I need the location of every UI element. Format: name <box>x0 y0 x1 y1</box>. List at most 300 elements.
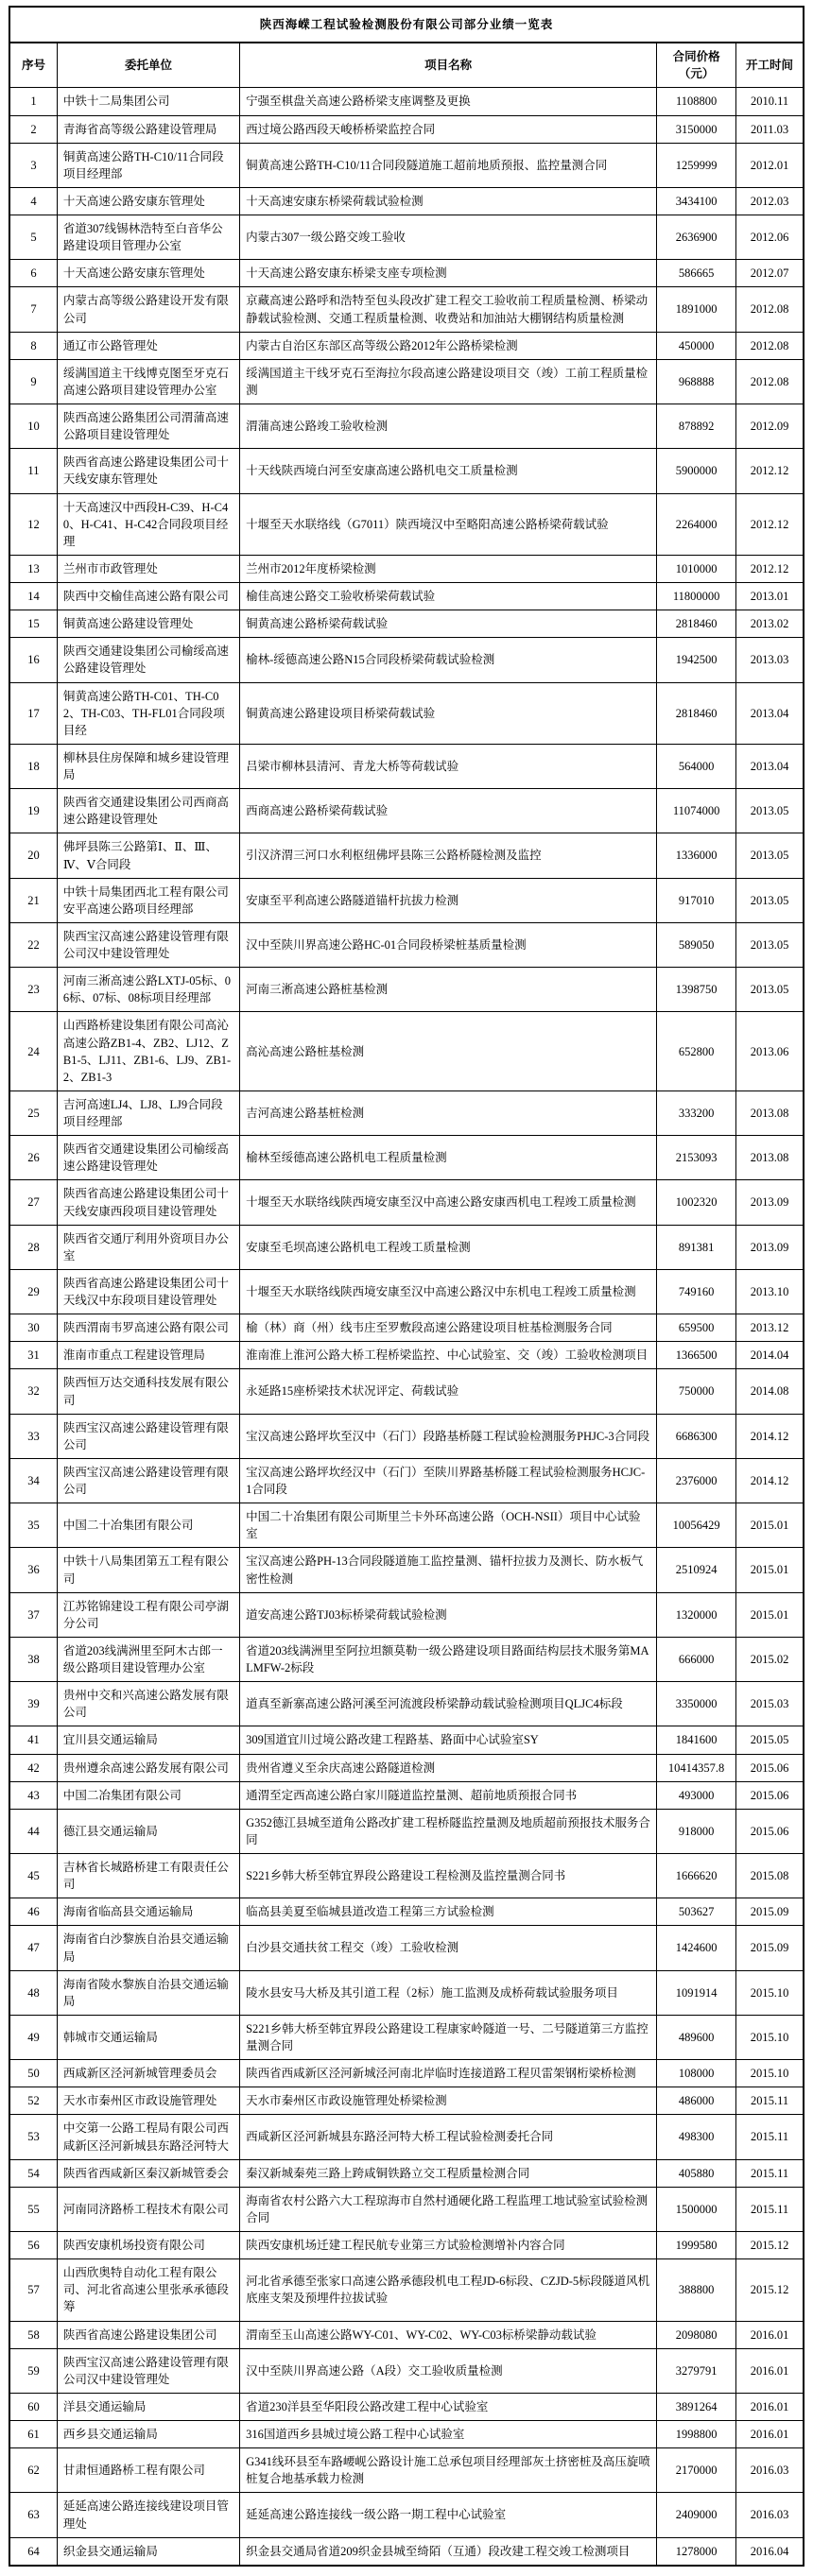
project-name-cell: 引汉济渭三河口水利枢纽佛坪县陈三公路桥隧检测及监控 <box>240 833 657 878</box>
row-number-cell: 45 <box>9 1854 57 1898</box>
client-cell: 织金县交通运输局 <box>57 2537 239 2566</box>
client-cell: 陕西交通建设集团公司榆绥高速公路建设管理处 <box>57 638 239 682</box>
start-date-cell: 2016.01 <box>736 2348 804 2393</box>
table-row <box>9 1926 804 1970</box>
table-row <box>9 638 804 682</box>
table-row <box>9 2159 804 2187</box>
client-cell: 陕西宝汉高速公路建设管理有限公司 <box>57 1414 239 1458</box>
start-date-cell: 2012.12 <box>736 449 804 493</box>
contract-price-cell: 503627 <box>657 1898 736 1926</box>
project-name-cell: 贵州省遵义至余庆高速公路隧道检测 <box>240 1754 657 1781</box>
table-row <box>9 287 804 332</box>
table-row <box>9 1180 804 1225</box>
table-row <box>9 1012 804 1091</box>
client-cell: 佛坪县陈三公路第Ⅰ、Ⅱ、Ⅲ、Ⅳ、Ⅴ合同段 <box>57 833 239 878</box>
column-header-project: 项目名称 <box>240 43 657 88</box>
project-name-cell: 高沁高速公路桩基检测 <box>240 1012 657 1091</box>
start-date-cell: 2015.08 <box>736 1854 804 1898</box>
client-cell: 贵州遵余高速公路发展有限公司 <box>57 1754 239 1781</box>
row-number-cell: 7 <box>9 287 57 332</box>
start-date-cell: 2015.06 <box>736 1809 804 1853</box>
row-number-cell: 57 <box>9 2259 57 2321</box>
title-row <box>9 7 804 43</box>
table-row <box>9 2232 804 2259</box>
client-cell: 吉河高速LJ4、LJ8、LJ9合同段项目经理部 <box>57 1091 239 1135</box>
start-date-cell: 2013.02 <box>736 610 804 638</box>
table-row <box>9 610 804 638</box>
contract-price-cell: 5900000 <box>657 449 736 493</box>
project-name-cell: 309国道宜川过境公路改建工程路基、路面中心试验室SY <box>240 1726 657 1754</box>
contract-price-cell: 1424600 <box>657 1926 736 1970</box>
start-date-cell: 2015.10 <box>736 1970 804 2015</box>
table-row <box>9 88 804 115</box>
contract-price-cell: 11074000 <box>657 789 736 833</box>
table-row <box>9 1898 804 1926</box>
table-row <box>9 493 804 555</box>
table-row <box>9 332 804 359</box>
contract-price-cell: 2409000 <box>657 2493 736 2537</box>
row-number-cell: 46 <box>9 1898 57 1926</box>
client-cell: 甘肃恒通路桥工程有限公司 <box>57 2448 239 2493</box>
start-date-cell: 2016.03 <box>736 2493 804 2537</box>
start-date-cell: 2014.08 <box>736 1369 804 1414</box>
client-cell: 吉林省长城路桥建工有限责任公司 <box>57 1854 239 1898</box>
start-date-cell: 2015.01 <box>736 1548 804 1592</box>
client-cell: 中铁十二局集团公司 <box>57 88 239 115</box>
start-date-cell: 2015.03 <box>736 1682 804 1726</box>
contract-price-cell: 486000 <box>657 2087 736 2115</box>
row-number-cell: 54 <box>9 2159 57 2187</box>
project-name-cell: 吉河高速公路基桩检测 <box>240 1091 657 1135</box>
client-cell: 陕西省高速公路建设集团公司十天线安康西段项目建设管理处 <box>57 1180 239 1225</box>
contract-price-cell: 589050 <box>657 922 736 967</box>
project-name-cell: 绥满国道主干线牙克石至海拉尔段高速公路建设项目交（竣）工前工程质量检测 <box>240 359 657 404</box>
table-row <box>9 1269 804 1314</box>
contract-price-cell: 388800 <box>657 2259 736 2321</box>
contract-price-cell: 1336000 <box>657 833 736 878</box>
project-name-cell: 道真至新寨高速公路河溪至河流渡段桥梁静动载试验检测项目QLJC4标段 <box>240 1682 657 1726</box>
project-name-cell: 安康至毛坝高速公路机电工程竣工质量检测 <box>240 1225 657 1269</box>
project-name-cell: 渭蒲高速公路竣工验收检测 <box>240 404 657 449</box>
start-date-cell: 2015.09 <box>736 1926 804 1970</box>
table-row <box>9 187 804 215</box>
contract-price-cell: 498300 <box>657 2115 736 2159</box>
contract-price-cell: 2376000 <box>657 1458 736 1503</box>
client-cell: 陕西省高速公路建设集团公司 <box>57 2321 239 2348</box>
client-cell: 韩城市交通运输局 <box>57 2015 239 2059</box>
client-cell: 省道203线满洲里至阿木古郎一级公路项目建设管理办公室 <box>57 1637 239 1681</box>
table-row <box>9 2493 804 2537</box>
client-cell: 中国二十冶集团有限公司 <box>57 1503 239 1548</box>
start-date-cell: 2014.04 <box>736 1342 804 1369</box>
client-cell: 淮南市重点工程建设管理局 <box>57 1342 239 1369</box>
contract-price-cell: 1108800 <box>657 88 736 115</box>
start-date-cell: 2011.03 <box>736 115 804 143</box>
start-date-cell: 2015.10 <box>736 2015 804 2059</box>
contract-price-cell: 405880 <box>657 2159 736 2187</box>
contract-price-cell: 3891264 <box>657 2393 736 2420</box>
start-date-cell: 2015.10 <box>736 2060 804 2087</box>
contract-price-cell: 749160 <box>657 1269 736 1314</box>
row-number-cell: 2 <box>9 115 57 143</box>
start-date-cell: 2013.12 <box>736 1314 804 1342</box>
project-name-cell: 河北省承德至张家口高速公路承德段机电工程JD-6标段、CZJD-5标段隧道风机底座支架及预埋件拉拔试验 <box>240 2259 657 2321</box>
contract-price-cell: 2818460 <box>657 610 736 638</box>
start-date-cell: 2013.04 <box>736 744 804 788</box>
project-name-cell: 316国道西乡县城过境公路工程中心试验室 <box>240 2421 657 2448</box>
contract-price-cell: 6686300 <box>657 1414 736 1458</box>
project-name-cell: 白沙县交通扶贫工程交（竣）工验收检测 <box>240 1926 657 1970</box>
client-cell: 中国二冶集团有限公司 <box>57 1781 239 1809</box>
table-body <box>9 88 804 2566</box>
contract-price-cell: 917010 <box>657 878 736 922</box>
project-name-cell: 天水市秦州区市政设施管理处桥梁检测 <box>240 2087 657 2115</box>
row-number-cell: 33 <box>9 1414 57 1458</box>
project-name-cell: 宁强至棋盘关高速公路桥梁支座调整及更换 <box>240 88 657 115</box>
start-date-cell: 2015.06 <box>736 1781 804 1809</box>
project-name-cell: 西过境公路西段天峻桥桥梁监控合同 <box>240 115 657 143</box>
column-header-no: 序号 <box>9 43 57 88</box>
table-row <box>9 1091 804 1135</box>
project-name-cell: 榆（林）商（州）线韦庄至罗敷段高速公路建设项目桩基检测服务合同 <box>240 1314 657 1342</box>
table-row <box>9 260 804 287</box>
table-row <box>9 833 804 878</box>
client-cell: 海南省白沙黎族自治县交通运输局 <box>57 1926 239 1970</box>
table-row <box>9 1225 804 1269</box>
table-row <box>9 2015 804 2059</box>
start-date-cell: 2013.08 <box>736 1136 804 1180</box>
start-date-cell: 2012.08 <box>736 332 804 359</box>
start-date-cell: 2013.04 <box>736 682 804 744</box>
project-name-cell: 中国二十冶集团有限公司斯里兰卡外环高速公路（OCH-NSII）项目中心试验室 <box>240 1503 657 1548</box>
start-date-cell: 2015.12 <box>736 2259 804 2321</box>
row-number-cell: 8 <box>9 332 57 359</box>
project-name-cell: 织金县交通局省道209织金县城至绮陌（互通）段改建工程交竣工检测项目 <box>240 2537 657 2566</box>
row-number-cell: 38 <box>9 1637 57 1681</box>
contract-price-cell: 11800000 <box>657 583 736 610</box>
table-row <box>9 1136 804 1180</box>
client-cell: 江苏铭锦建设工程有限公司亭湖分公司 <box>57 1592 239 1637</box>
header-row <box>9 43 804 88</box>
row-number-cell: 14 <box>9 583 57 610</box>
project-name-cell: 兰州市2012年度桥梁检测 <box>240 555 657 582</box>
project-name-cell: 通渭至定西高速公路白家川隧道监控量测、超前地质预报合同书 <box>240 1781 657 1809</box>
row-number-cell: 55 <box>9 2187 57 2231</box>
contract-price-cell: 968888 <box>657 359 736 404</box>
table-row <box>9 2115 804 2159</box>
project-name-cell: 榆佳高速公路交工验收桥梁荷载试验 <box>240 583 657 610</box>
row-number-cell: 17 <box>9 682 57 744</box>
contract-price-cell: 2818460 <box>657 682 736 744</box>
project-name-cell: 宝汉高速公路坪坎至汉中（石门）段路基桥隧工程试验检测服务PHJC-3合同段 <box>240 1414 657 1458</box>
project-name-cell: 十天线陕西境白河至安康高速公路机电交工质量检测 <box>240 449 657 493</box>
project-name-cell: 铜黄高速公路建设项目桥梁荷载试验 <box>240 682 657 744</box>
client-cell: 十天高速公路安康东管理处 <box>57 260 239 287</box>
start-date-cell: 2012.12 <box>736 555 804 582</box>
client-cell: 海南省临高县交通运输局 <box>57 1898 239 1926</box>
start-date-cell: 2015.02 <box>736 1637 804 1681</box>
client-cell: 铜黄高速公路TH-C10/11合同段项目经理部 <box>57 143 239 187</box>
row-number-cell: 60 <box>9 2393 57 2420</box>
row-number-cell: 19 <box>9 789 57 833</box>
project-name-cell: 十堰至天水联络线陕西境安康至汉中高速公路安康西机电工程竣工质量检测 <box>240 1180 657 1225</box>
row-number-cell: 48 <box>9 1970 57 2015</box>
project-name-cell: 河南三淅高速公路桩基检测 <box>240 968 657 1012</box>
project-name-cell: 内蒙古自治区东部区高等级公路2012年公路桥梁检测 <box>240 332 657 359</box>
row-number-cell: 31 <box>9 1342 57 1369</box>
project-name-cell: 淮南淮上淮河公路大桥工程桥梁监控、中心试验室、交（竣）工验收检测项目 <box>240 1342 657 1369</box>
table-row <box>9 878 804 922</box>
client-cell: 十天高速汉中西段H-C39、H-C40、H-C41、H-C42合同段项目经理 <box>57 493 239 555</box>
row-number-cell: 30 <box>9 1314 57 1342</box>
contract-price-cell: 2170000 <box>657 2448 736 2493</box>
table-row <box>9 2448 804 2493</box>
contract-price-cell: 1002320 <box>657 1180 736 1225</box>
row-number-cell: 6 <box>9 260 57 287</box>
contract-price-cell: 1891000 <box>657 287 736 332</box>
column-header-price <box>657 43 736 88</box>
start-date-cell: 2016.01 <box>736 2393 804 2420</box>
contract-price-cell: 3279791 <box>657 2348 736 2393</box>
project-name-cell: S221乡韩大桥至韩宜界段公路建设工程检测及监控量测合同书 <box>240 1854 657 1898</box>
client-cell: 陕西省交通建设集团公司榆绥高速公路建设管理处 <box>57 1136 239 1180</box>
table-row <box>9 1754 804 1781</box>
client-cell: 陕西安康机场投资有限公司 <box>57 2232 239 2259</box>
row-number-cell: 42 <box>9 1754 57 1781</box>
project-name-cell: 十堰至天水联络线陕西境安康至汉中高速公路汉中东机电工程竣工质量检测 <box>240 1269 657 1314</box>
table-row <box>9 1726 804 1754</box>
table-row <box>9 2259 804 2321</box>
table-row <box>9 215 804 260</box>
client-cell: 铜黄高速公路建设管理处 <box>57 610 239 638</box>
table-row <box>9 359 804 404</box>
row-number-cell: 21 <box>9 878 57 922</box>
start-date-cell: 2015.05 <box>736 1726 804 1754</box>
contract-price-cell: 1010000 <box>657 555 736 582</box>
client-cell: 陕西省交通厅利用外资项目办公室 <box>57 1225 239 1269</box>
project-name-cell: 宝汉高速公路PH-13合同段隧道施工监控量测、锚杆拉拔力及测长、防水板气密性检测 <box>240 1548 657 1592</box>
client-cell: 河南三淅高速公路LXTJ-05标、06标、07标、08标项目经理部 <box>57 968 239 1012</box>
project-name-cell: 西商高速公路桥梁荷载试验 <box>240 789 657 833</box>
project-name-cell: 铜黄高速公路桥梁荷载试验 <box>240 610 657 638</box>
project-name-cell: 十天高速公路安康东桥梁支座专项检测 <box>240 260 657 287</box>
client-cell: 陕西省西咸新区秦汉新城管委会 <box>57 2159 239 2187</box>
row-number-cell: 26 <box>9 1136 57 1180</box>
start-date-cell: 2010.11 <box>736 88 804 115</box>
client-cell: 西乡县交通运输局 <box>57 2421 239 2448</box>
client-cell: 陕西宝汉高速公路建设管理有限公司汉中建设管理处 <box>57 922 239 967</box>
client-cell: 西咸新区泾河新城管理委员会 <box>57 2060 239 2087</box>
row-number-cell: 23 <box>9 968 57 1012</box>
table-row <box>9 2187 804 2231</box>
project-name-cell: 京藏高速公路呼和浩特至包头段改扩建工程交工验收前工程质量检测、桥梁动静载试验检测、交通工程质量检测、收费站和加油站大棚钢结构质量检测 <box>240 287 657 332</box>
project-name-cell: 安康至平利高速公路隧道锚杆抗拔力检测 <box>240 878 657 922</box>
start-date-cell: 2015.11 <box>736 2187 804 2231</box>
client-cell: 省道307线锡林浩特至白音华公路建设项目管理办公室 <box>57 215 239 260</box>
row-number-cell: 53 <box>9 2115 57 2159</box>
table-row <box>9 922 804 967</box>
project-name-cell: 铜黄高速公路TH-C10/11合同段隧道施工超前地质预报、监控量测合同 <box>240 143 657 187</box>
project-name-cell: 陵水县安马大桥及其引道工程（2标）施工监测及成桥荷载试验服务项目 <box>240 1970 657 2015</box>
client-cell: 中铁十局集团西北工程有限公司安平高速公路项目经理部 <box>57 878 239 922</box>
table-row <box>9 789 804 833</box>
start-date-cell: 2014.12 <box>736 1414 804 1458</box>
client-cell: 绥满国道主干线博克图至牙克石高速公路项目建设管理办公室 <box>57 359 239 404</box>
start-date-cell: 2013.01 <box>736 583 804 610</box>
row-number-cell: 43 <box>9 1781 57 1809</box>
start-date-cell: 2012.01 <box>736 143 804 187</box>
row-number-cell: 15 <box>9 610 57 638</box>
project-name-cell: 十天高速安康东桥梁荷载试验检测 <box>240 187 657 215</box>
client-cell: 宜川县交通运输局 <box>57 1726 239 1754</box>
column-header-price-line2: （元） <box>678 67 715 81</box>
client-cell: 青海省高等级公路建设管理局 <box>57 115 239 143</box>
start-date-cell: 2013.09 <box>736 1225 804 1269</box>
row-number-cell: 39 <box>9 1682 57 1726</box>
client-cell: 海南省陵水黎族自治县交通运输局 <box>57 1970 239 2015</box>
start-date-cell: 2015.11 <box>736 2087 804 2115</box>
row-number-cell: 35 <box>9 1503 57 1548</box>
table-row <box>9 2087 804 2115</box>
project-name-cell: 宝汉高速公路坪坎经汉中（石门）至陕川界路基桥隧工程试验检测服务HCJC-1合同段 <box>240 1458 657 1503</box>
project-name-cell: 海南省农村公路六大工程琼海市自然村通硬化路工程监理工地试验室试验检测合同 <box>240 2187 657 2231</box>
table-row <box>9 1854 804 1898</box>
start-date-cell: 2013.05 <box>736 968 804 1012</box>
row-number-cell: 11 <box>9 449 57 493</box>
project-name-cell: 省道230洋县至华阳段公路改建工程中心试验室 <box>240 2393 657 2420</box>
project-name-cell: 延延高速公路连接线一级公路一期工程中心试验室 <box>240 2493 657 2537</box>
contract-price-cell: 750000 <box>657 1369 736 1414</box>
column-header-client: 委托单位 <box>57 43 239 88</box>
row-number-cell: 37 <box>9 1592 57 1637</box>
start-date-cell: 2013.09 <box>736 1180 804 1225</box>
contract-price-cell: 1998800 <box>657 2421 736 2448</box>
page-title: 陕西海嵘工程试验检测股份有限公司部分业绩一览表 <box>9 7 804 43</box>
contract-price-cell: 2636900 <box>657 215 736 260</box>
client-cell: 天水市秦州区市政设施管理处 <box>57 2087 239 2115</box>
contract-price-cell: 450000 <box>657 332 736 359</box>
row-number-cell: 27 <box>9 1180 57 1225</box>
table-row <box>9 2321 804 2348</box>
row-number-cell: 58 <box>9 2321 57 2348</box>
contract-price-cell: 1366500 <box>657 1342 736 1369</box>
start-date-cell: 2014.12 <box>736 1458 804 1503</box>
start-date-cell: 2016.03 <box>736 2448 804 2493</box>
project-name-cell: 内蒙古307一级公路交竣工验收 <box>240 215 657 260</box>
client-cell: 延延高速公路连接线建设项目管理处 <box>57 2493 239 2537</box>
row-number-cell: 25 <box>9 1091 57 1135</box>
table-row <box>9 1592 804 1637</box>
start-date-cell: 2013.10 <box>736 1269 804 1314</box>
row-number-cell: 24 <box>9 1012 57 1091</box>
project-name-cell: 陕西安康机场迁建工程民航专业第三方试验检测增补内容合同 <box>240 2232 657 2259</box>
contract-price-cell: 10414357.8 <box>657 1754 736 1781</box>
start-date-cell: 2016.01 <box>736 2321 804 2348</box>
row-number-cell: 18 <box>9 744 57 788</box>
contract-price-cell: 666000 <box>657 1637 736 1681</box>
start-date-cell: 2012.08 <box>736 359 804 404</box>
contract-price-cell: 878892 <box>657 404 736 449</box>
contract-price-cell: 1666620 <box>657 1854 736 1898</box>
contract-price-cell: 3434100 <box>657 187 736 215</box>
project-name-cell: 临高县美夏至临城县道改造工程第三方试验检测 <box>240 1898 657 1926</box>
table-row <box>9 1369 804 1414</box>
contract-price-cell: 3350000 <box>657 1682 736 1726</box>
row-number-cell: 22 <box>9 922 57 967</box>
table-row <box>9 1414 804 1458</box>
contract-price-cell: 10056429 <box>657 1503 736 1548</box>
start-date-cell: 2013.03 <box>736 638 804 682</box>
table-row <box>9 1682 804 1726</box>
start-date-cell: 2015.09 <box>736 1898 804 1926</box>
contract-price-cell: 108000 <box>657 2060 736 2087</box>
client-cell: 陕西省高速公路建设集团公司十天线安康东管理处 <box>57 449 239 493</box>
contract-price-cell: 1320000 <box>657 1592 736 1637</box>
table-row <box>9 115 804 143</box>
row-number-cell: 10 <box>9 404 57 449</box>
table-row <box>9 1458 804 1503</box>
row-number-cell: 41 <box>9 1726 57 1754</box>
row-number-cell: 44 <box>9 1809 57 1853</box>
start-date-cell: 2012.12 <box>736 493 804 555</box>
row-number-cell: 61 <box>9 2421 57 2448</box>
row-number-cell: 63 <box>9 2493 57 2537</box>
contract-price-cell: 1259999 <box>657 143 736 187</box>
client-cell: 陕西渭南韦罗高速公路有限公司 <box>57 1314 239 1342</box>
row-number-cell: 52 <box>9 2087 57 2115</box>
project-name-cell: G352德江县城至道角公路改扩建工程桥隧监控量测及地质超前预报技术服务合同 <box>240 1809 657 1853</box>
start-date-cell: 2013.06 <box>736 1012 804 1091</box>
table-row <box>9 744 804 788</box>
row-number-cell: 47 <box>9 1926 57 1970</box>
project-name-cell: 汉中至陕川界高速公路HC-01合同段桥梁桩基质量检测 <box>240 922 657 967</box>
table-row <box>9 1548 804 1592</box>
client-cell: 兰州市市政管理处 <box>57 555 239 582</box>
project-name-cell: 渭南至玉山高速公路WY-C01、WY-C02、WY-C03标桥梁静动载试验 <box>240 2321 657 2348</box>
project-name-cell: 榆林至绥德高速公路机电工程质量检测 <box>240 1136 657 1180</box>
contract-price-cell: 1091914 <box>657 1970 736 2015</box>
client-cell: 德江县交通运输局 <box>57 1809 239 1853</box>
start-date-cell: 2013.08 <box>736 1091 804 1135</box>
contract-price-cell: 2098080 <box>657 2321 736 2348</box>
contract-price-cell: 891381 <box>657 1225 736 1269</box>
contract-price-cell: 1278000 <box>657 2537 736 2566</box>
column-header-date: 开工时间 <box>736 43 804 88</box>
table-row <box>9 1781 804 1809</box>
row-number-cell: 50 <box>9 2060 57 2087</box>
client-cell: 铜黄高速公路TH-C01、TH-C02、TH-C03、TH-FL01合同段项目经 <box>57 682 239 744</box>
contract-price-cell: 586665 <box>657 260 736 287</box>
row-number-cell: 3 <box>9 143 57 187</box>
table-row <box>9 968 804 1012</box>
start-date-cell: 2012.08 <box>736 287 804 332</box>
project-name-cell: 陕西省西咸新区泾河新城泾河南北岸临时连接道路工程贝雷架钢桁梁桥检测 <box>240 2060 657 2087</box>
project-name-cell: 永延路15座桥梁技术状况评定、荷载试验 <box>240 1369 657 1414</box>
table-row <box>9 2421 804 2448</box>
row-number-cell: 12 <box>9 493 57 555</box>
contract-price-cell: 659500 <box>657 1314 736 1342</box>
start-date-cell: 2016.04 <box>736 2537 804 2566</box>
client-cell: 山西欣奥特自动化工程有限公司、河北省高速公里张承承德段筹 <box>57 2259 239 2321</box>
table-row <box>9 583 804 610</box>
project-name-cell: 省道203线满洲里至阿拉坦额莫勒一级公路建设项目路面结构层技术服务第MALMFW-2标段 <box>240 1637 657 1681</box>
row-number-cell: 4 <box>9 187 57 215</box>
contract-price-cell: 652800 <box>657 1012 736 1091</box>
start-date-cell: 2015.01 <box>736 1592 804 1637</box>
row-number-cell: 13 <box>9 555 57 582</box>
client-cell: 通辽市公路管理处 <box>57 332 239 359</box>
contract-price-cell: 489600 <box>657 2015 736 2059</box>
